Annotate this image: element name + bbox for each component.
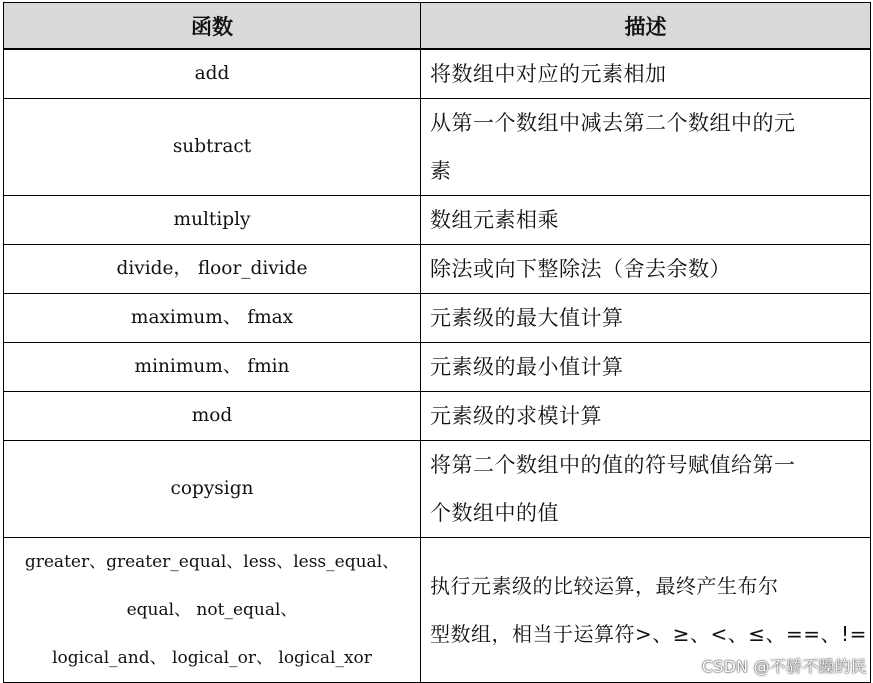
function-cell — [4, 196, 421, 245]
function-name: divide， floor_divide — [116, 258, 308, 280]
function-cell — [4, 343, 421, 392]
description-cell — [421, 245, 871, 294]
function-cell — [4, 49, 421, 99]
table-row — [4, 245, 871, 294]
function-name: copysign — [170, 478, 254, 500]
description-cell — [421, 392, 871, 441]
header-description: 描述 — [421, 3, 871, 50]
function-name: equal、 not_equal、 — [126, 600, 298, 620]
description-text: 除法或向下整除法（舍去余数） — [430, 257, 731, 281]
function-cell — [4, 99, 421, 196]
description-text: 型数组，相当于运算符>、≥、<、≤、==、!= — [430, 622, 867, 646]
description-cell — [421, 99, 871, 196]
description-text: 执行元素级的比较运算，最终产生布尔 — [430, 574, 779, 598]
description-cell — [421, 294, 871, 343]
function-name: minimum、 fmin — [134, 356, 290, 378]
description-text: 将数组中对应的元素相加 — [430, 62, 667, 86]
description-text: 个数组中的值 — [430, 501, 559, 525]
function-name: mod — [191, 405, 233, 427]
function-cell — [4, 294, 421, 343]
description-text: 从第一个数组中减去第二个数组中的元 — [430, 111, 796, 135]
description-cell — [421, 343, 871, 392]
description-cell — [421, 49, 871, 99]
function-name: greater、greater_equal、less、less_equal、 — [24, 552, 400, 572]
table-row — [4, 196, 871, 245]
table-row — [4, 49, 871, 99]
table-row — [4, 392, 871, 441]
function-cell — [4, 441, 421, 538]
function-name: add — [194, 63, 230, 85]
description-text: 元素级的求模计算 — [430, 404, 602, 428]
numpy-binary-function-table — [3, 2, 871, 683]
function-name: multiply — [173, 209, 251, 231]
function-cell — [4, 392, 421, 441]
description-cell — [421, 196, 871, 245]
description-text: 元素级的最小值计算 — [430, 355, 624, 379]
table-row — [4, 441, 871, 538]
description-text: 将第二个数组中的值的符号赋值给第一 — [430, 453, 796, 477]
description-text: 素 — [430, 159, 452, 183]
table-row — [4, 294, 871, 343]
description-text: 元素级的最大值计算 — [430, 306, 624, 330]
function-cell — [4, 245, 421, 294]
description-text: 数组元素相乘 — [430, 208, 559, 232]
header-row — [4, 3, 871, 50]
table-row — [4, 99, 871, 196]
description-cell — [421, 441, 871, 538]
header-function: 函数 — [4, 3, 421, 50]
watermark: CSDN @不骄不躁的民 — [701, 657, 867, 676]
function-name: subtract — [172, 136, 252, 158]
table-row — [4, 343, 871, 392]
function-cell — [4, 538, 421, 683]
function-name: logical_and、 logical_or、 logical_xor — [52, 648, 372, 668]
function-name: maximum、 fmax — [130, 307, 294, 329]
